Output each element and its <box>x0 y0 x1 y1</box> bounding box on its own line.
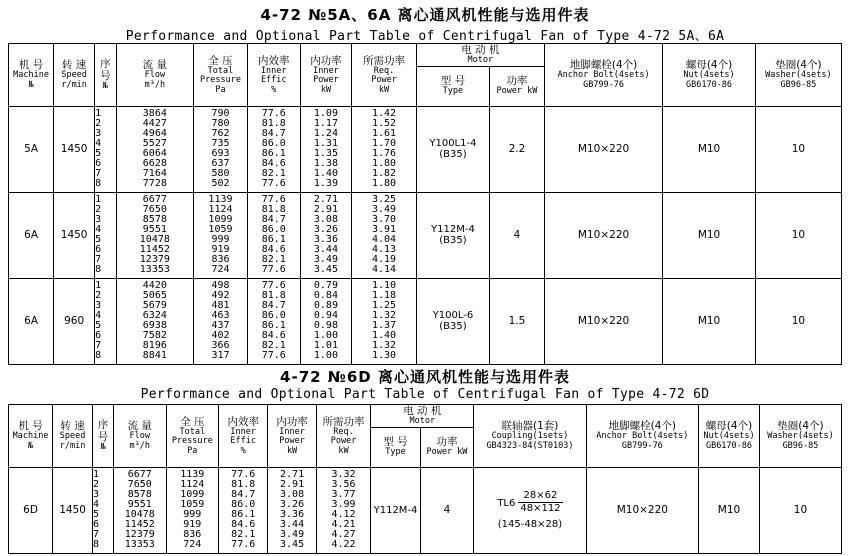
motor-code-value: (B35) <box>439 321 467 332</box>
header-motor: 电 动 机 Motor <box>416 44 544 67</box>
req-power-cell-value: 4.14 <box>372 264 397 276</box>
motor-type-value: Y100L-6 <box>432 310 474 321</box>
flow-cell <box>116 278 193 364</box>
seq-cell-value: 2 <box>95 117 102 129</box>
req-power-cell-value: 3.25 <box>372 193 397 205</box>
pressure-cell-value: 836 <box>183 529 202 541</box>
washer-cell: 10 <box>755 106 841 192</box>
pressure-cell-value: 637 <box>211 158 230 170</box>
table-row <box>9 192 842 278</box>
pressure-cell-value: 735 <box>211 137 230 149</box>
inner-power-cell-value: 1.17 <box>313 117 338 129</box>
inner-power-cell <box>300 106 352 192</box>
seq-cell-value: 5 <box>95 148 102 159</box>
machine-cell: 6D <box>9 467 53 553</box>
pressure-cell-value: 317 <box>211 350 230 362</box>
pressure-cell-value: 502 <box>211 178 230 190</box>
washer-cell: 10 <box>755 192 841 278</box>
req-power-cell-value: 1.40 <box>372 330 397 342</box>
flow-cell-value: 5065 <box>142 289 167 301</box>
seq-cell-value: 8 <box>95 350 102 362</box>
washer-cell: 10 <box>755 278 841 364</box>
motor-type-cell <box>416 106 489 192</box>
pressure-cell <box>194 278 248 364</box>
efficiency-cell-value: 77.6 <box>261 264 286 276</box>
header-pressure: 全 压 Total Pressure Pa <box>166 405 219 468</box>
header-efficiency: 内效率 Inner Effic % <box>219 405 268 468</box>
seq-cell-value: 2 <box>95 289 102 301</box>
req-power-cell <box>316 467 371 553</box>
req-power-cell-value: 3.77 <box>331 488 356 500</box>
inner-power-cell-value: 0.89 <box>313 299 338 311</box>
seq-cell-value: 4 <box>95 137 102 149</box>
motor-power-cell: 1.5 <box>490 278 545 364</box>
efficiency-cell <box>247 278 300 364</box>
flow-cell-value: 6628 <box>142 158 167 170</box>
pressure-cell-value: 1139 <box>208 193 233 205</box>
efficiency-cell-value: 84.6 <box>261 158 286 170</box>
flow-cell-value: 12379 <box>124 529 155 541</box>
pressure-cell <box>166 467 219 553</box>
flow-cell-value: 11452 <box>139 244 170 256</box>
header-motor: 电 动 机 Motor <box>371 405 474 428</box>
header-inner-power: 内功率 Inner Power kW <box>300 44 352 107</box>
pressure-cell-value: 481 <box>211 299 230 311</box>
pressure-cell-value: 366 <box>211 340 230 352</box>
pressure-cell-value: 580 <box>211 168 230 180</box>
anchor-cell: M10×220 <box>544 106 662 192</box>
flow-cell-value: 7650 <box>127 478 152 490</box>
efficiency-cell-value: 77.6 <box>231 468 256 480</box>
req-power-cell-value: 3.56 <box>331 478 356 490</box>
seq-cell-value: 5 <box>95 320 102 331</box>
header-motor-power: 功率 Power kW <box>420 427 474 467</box>
inner-power-cell-value: 0.98 <box>313 320 338 331</box>
flow-cell-value: 11452 <box>124 519 155 531</box>
seq-cell-value: 7 <box>95 254 102 266</box>
seq-cell-value: 2 <box>93 478 100 490</box>
flow-cell-value: 8578 <box>127 488 152 500</box>
req-power-cell-value: 1.76 <box>372 148 397 159</box>
req-power-cell-value: 1.42 <box>372 107 397 119</box>
pressure-cell-value: 836 <box>211 254 230 266</box>
anchor-cell: M10×220 <box>544 278 662 364</box>
seq-cell-value: 8 <box>95 264 102 276</box>
inner-power-cell-value: 1.35 <box>313 148 338 159</box>
seq-cell-value: 1 <box>95 193 102 205</box>
flow-cell-value: 7650 <box>142 203 167 215</box>
motor-type-cell <box>416 192 489 278</box>
pressure-cell-value: 919 <box>183 519 202 531</box>
flow-cell-value: 6677 <box>142 193 167 205</box>
header-anchor: 地脚螺栓(4个) Anchor Bolt(4sets) GB799-76 <box>586 405 698 468</box>
flow-cell-value: 7164 <box>142 168 167 180</box>
efficiency-cell-value: 77.6 <box>261 107 286 119</box>
motor-power-cell: 4 <box>420 467 474 553</box>
table1-header-row-1 <box>9 44 842 67</box>
seq-cell-value: 6 <box>95 330 102 342</box>
header-motor-type: 型 号 Type <box>416 66 489 106</box>
machine-cell: 6A <box>9 192 54 278</box>
efficiency-cell <box>219 467 268 553</box>
req-power-cell-value: 4.27 <box>331 529 356 541</box>
header-motor-type: 型 号 Type <box>371 427 420 467</box>
efficiency-cell-value: 82.1 <box>261 254 286 266</box>
seq-cell-value: 8 <box>95 178 102 190</box>
header-req-power: 所需功率 Req. Power kW <box>352 44 417 107</box>
req-power-cell-value: 3.49 <box>372 203 397 215</box>
seq-cell-value: 5 <box>95 234 102 245</box>
seq-cell-value: 7 <box>95 340 102 352</box>
inner-power-cell-value: 2.71 <box>280 468 305 480</box>
inner-power-cell-value: 1.38 <box>313 158 338 170</box>
nut-cell: M10 <box>699 467 760 553</box>
pressure-cell-value: 1059 <box>208 223 233 235</box>
seq-cell <box>95 192 117 278</box>
table2-title-cn: 4-72 №6D 离心通风机性能与选用件表 <box>280 368 570 386</box>
efficiency-cell-value: 77.6 <box>231 539 256 551</box>
inner-power-cell-value: 2.71 <box>313 193 338 205</box>
efficiency-cell-value: 86.1 <box>261 234 286 245</box>
motor-code-value: (B35) <box>439 235 467 246</box>
pressure-cell-value: 999 <box>211 234 230 245</box>
speed-cell: 1450 <box>54 106 95 192</box>
pressure-cell-value: 693 <box>211 148 230 159</box>
table1-title-cn: 4-72 №5A、6A 离心通风机性能与选用件表 <box>260 6 590 24</box>
header-nut: 螺母(4个) Nut(4sets) GB6170-86 <box>663 44 756 107</box>
efficiency-cell-value: 86.0 <box>261 309 286 321</box>
inner-power-cell-value: 2.91 <box>313 203 338 215</box>
pressure-cell-value: 1099 <box>180 488 205 500</box>
header-speed: 转 速 Speed r/min <box>53 405 93 468</box>
nut-cell: M10 <box>663 106 756 192</box>
efficiency-cell-value: 77.6 <box>261 279 286 291</box>
motor-code-value: (B35) <box>439 149 467 160</box>
efficiency-cell-value: 84.6 <box>261 244 286 256</box>
table-row <box>9 278 842 364</box>
flow-cell-value: 13353 <box>124 539 155 551</box>
inner-power-cell-value: 3.44 <box>313 244 338 256</box>
req-power-cell-value: 1.32 <box>372 309 397 321</box>
header-flow: 流 量 Flow m³/h <box>116 44 193 107</box>
anchor-cell: M10×220 <box>586 467 698 553</box>
pressure-cell-value: 1059 <box>180 498 205 510</box>
pressure-cell-value: 790 <box>211 107 230 119</box>
flow-cell-value: 6677 <box>127 468 152 480</box>
seq-cell-value: 3 <box>95 299 102 311</box>
header-pressure: 全 压 Total Pressure Pa <box>194 44 248 107</box>
flow-cell-value: 8578 <box>142 213 167 225</box>
header-speed: 转 速 Speed r/min <box>54 44 95 107</box>
inner-power-cell <box>300 192 352 278</box>
pressure-cell <box>194 106 248 192</box>
pressure-cell-value: 1139 <box>180 468 205 480</box>
req-power-cell-value: 1.80 <box>372 178 397 190</box>
inner-power-cell-value: 1.31 <box>313 137 338 149</box>
flow-cell-value: 4427 <box>142 117 167 129</box>
coupling-spec <box>474 490 585 515</box>
flow-cell-value: 13353 <box>139 264 170 276</box>
table2 <box>8 404 842 554</box>
seq-cell <box>95 278 117 364</box>
flow-cell <box>114 467 167 553</box>
header-anchor: 地脚螺栓(4个) Anchor Bolt(4sets) GB799-76 <box>544 44 662 107</box>
req-power-cell-value: 4.19 <box>372 254 397 266</box>
req-power-cell-value: 1.70 <box>372 137 397 149</box>
flow-cell-value: 7728 <box>142 178 167 190</box>
inner-power-cell <box>268 467 316 553</box>
efficiency-cell-value: 77.6 <box>261 178 286 190</box>
flow-cell <box>116 192 193 278</box>
flow-cell-value: 9551 <box>127 498 152 510</box>
efficiency-cell-value: 84.7 <box>261 127 286 139</box>
header-efficiency: 内效率 Inner Effic % <box>247 44 300 107</box>
efficiency-cell-value: 82.1 <box>261 340 286 352</box>
inner-power-cell-value: 1.01 <box>313 340 338 352</box>
req-power-cell-value: 1.61 <box>372 127 397 139</box>
anchor-cell: M10×220 <box>544 192 662 278</box>
efficiency-cell-value: 86.1 <box>261 320 286 331</box>
table1 <box>8 43 842 365</box>
inner-power-cell-value: 3.49 <box>313 254 338 266</box>
req-power-cell-value: 3.70 <box>372 213 397 225</box>
inner-power-cell-value: 1.09 <box>313 107 338 119</box>
seq-cell-value: 7 <box>93 529 100 541</box>
inner-power-cell-value: 3.08 <box>280 488 305 500</box>
flow-cell-value: 10478 <box>139 234 170 245</box>
seq-cell-value: 4 <box>95 223 102 235</box>
inner-power-cell-value: 1.00 <box>313 330 338 342</box>
header-flow: 流 量 Flow m³/h <box>114 405 167 468</box>
inner-power-cell-value: 1.39 <box>313 178 338 190</box>
header-washer: 垫圈(4个) Washer(4sets) GB96-85 <box>755 44 841 107</box>
seq-cell-value: 1 <box>95 279 102 291</box>
coupling-fraction <box>518 490 562 515</box>
table-row <box>9 467 842 553</box>
pressure-cell-value: 498 <box>211 279 230 291</box>
coupling-name: TL6 <box>497 497 516 509</box>
req-power-cell-value: 1.30 <box>372 350 397 362</box>
header-coupling: 联轴器(1套) Coupling(1sets) GB4323-84(ST0103) <box>474 405 586 468</box>
seq-cell-value: 2 <box>95 203 102 215</box>
pressure-cell-value: 780 <box>211 117 230 129</box>
header-machine: 机 号 Machine № <box>9 405 53 468</box>
req-power-cell-value: 3.99 <box>331 498 356 510</box>
pressure-cell <box>194 192 248 278</box>
efficiency-cell-value: 86.1 <box>261 148 286 159</box>
pressure-cell-value: 492 <box>211 289 230 301</box>
req-power-cell <box>352 278 417 364</box>
efficiency-cell-value: 82.1 <box>261 168 286 180</box>
req-power-cell-value: 1.52 <box>372 117 397 129</box>
pressure-cell-value: 463 <box>211 309 230 321</box>
seq-cell <box>93 467 114 553</box>
flow-cell-value: 5679 <box>142 299 167 311</box>
inner-power-cell-value: 2.91 <box>280 478 305 490</box>
header-washer: 垫圈(4个) Washer(4sets) GB96-85 <box>759 405 841 468</box>
seq-cell-value: 3 <box>95 127 102 139</box>
req-power-cell-value: 1.80 <box>372 158 397 170</box>
flow-cell-value: 8841 <box>142 350 167 362</box>
seq-cell-value: 3 <box>95 213 102 225</box>
flow-cell-value: 4964 <box>142 127 167 139</box>
pressure-cell-value: 1099 <box>208 213 233 225</box>
coupling-top: 28×62 <box>518 490 562 503</box>
efficiency-cell-value: 86.0 <box>231 498 256 510</box>
inner-power-cell-value: 3.45 <box>280 539 305 551</box>
efficiency-cell-value: 81.8 <box>261 117 286 129</box>
req-power-cell-value: 4.21 <box>331 519 356 531</box>
req-power-cell-value: 3.32 <box>331 468 356 480</box>
flow-cell <box>116 106 193 192</box>
efficiency-cell-value: 84.6 <box>231 519 256 531</box>
inner-power-cell-value: 0.84 <box>313 289 338 301</box>
inner-power-cell-value: 3.26 <box>280 498 305 510</box>
seq-cell <box>95 106 117 192</box>
header-seq: 序 号 № <box>95 44 117 107</box>
inner-power-cell-value: 3.49 <box>280 529 305 541</box>
inner-power-cell-value: 1.40 <box>313 168 338 180</box>
pressure-cell-value: 999 <box>183 509 202 520</box>
efficiency-cell-value: 84.7 <box>231 488 256 500</box>
flow-cell-value: 10478 <box>124 509 155 520</box>
inner-power-cell-value: 3.08 <box>313 213 338 225</box>
inner-power-cell-value: 3.45 <box>313 264 338 276</box>
pressure-cell-value: 762 <box>211 127 230 139</box>
efficiency-cell <box>247 106 300 192</box>
pressure-cell-value: 402 <box>211 330 230 342</box>
flow-cell-value: 7582 <box>142 330 167 342</box>
req-power-cell-value: 1.10 <box>372 279 397 291</box>
pressure-cell-value: 919 <box>211 244 230 256</box>
flow-cell-value: 8196 <box>142 340 167 352</box>
efficiency-cell-value: 81.8 <box>231 478 256 490</box>
header-nut: 螺母(4个) Nut(4sets) GB6170-86 <box>699 405 760 468</box>
washer-cell: 10 <box>759 467 841 553</box>
inner-power-cell-value: 3.36 <box>280 509 305 520</box>
flow-cell-value: 12379 <box>139 254 170 266</box>
efficiency-cell-value: 81.8 <box>261 203 286 215</box>
inner-power-cell-value: 3.36 <box>313 234 338 245</box>
seq-cell-value: 6 <box>95 244 102 256</box>
flow-cell-value: 6064 <box>142 148 167 159</box>
motor-type-value: Y100L1-4 <box>429 138 477 149</box>
header-machine: 机 号 Machine № <box>9 44 54 107</box>
flow-cell-value: 6324 <box>142 309 167 321</box>
req-power-cell <box>352 192 417 278</box>
efficiency-cell-value: 77.6 <box>261 193 286 205</box>
req-power-cell-value: 3.91 <box>372 223 397 235</box>
pressure-cell-value: 437 <box>211 320 230 331</box>
seq-cell-value: 1 <box>93 468 100 480</box>
efficiency-cell-value: 84.7 <box>261 213 286 225</box>
efficiency-cell-value: 86.1 <box>231 509 256 520</box>
coupling-cell <box>474 467 586 553</box>
pressure-cell-value: 724 <box>183 539 202 551</box>
coupling-note: (145-48×28) <box>497 519 563 530</box>
seq-cell-value: 1 <box>95 107 102 119</box>
efficiency-cell-value: 81.8 <box>261 289 286 301</box>
flow-cell-value: 5527 <box>142 137 167 149</box>
motor-power-cell: 4 <box>490 192 545 278</box>
efficiency-cell-value: 84.6 <box>261 330 286 342</box>
seq-cell-value: 5 <box>93 509 100 520</box>
efficiency-cell-value: 77.6 <box>261 350 286 362</box>
seq-cell-value: 6 <box>93 519 100 531</box>
seq-cell-value: 4 <box>95 309 102 321</box>
flow-cell-value: 6938 <box>142 320 167 331</box>
motor-power-cell: 2.2 <box>490 106 545 192</box>
header-seq: 序 号 № <box>93 405 114 468</box>
header-req-power: 所需功率 Req. Power kW <box>316 405 371 468</box>
speed-cell: 1450 <box>53 467 93 553</box>
pressure-cell-value: 1124 <box>208 203 233 215</box>
req-power-cell-value: 1.37 <box>372 320 397 331</box>
req-power-cell-value: 4.22 <box>331 539 356 551</box>
efficiency-cell-value: 86.0 <box>261 223 286 235</box>
flow-cell-value: 9551 <box>142 223 167 235</box>
seq-cell-value: 6 <box>95 158 102 170</box>
seq-cell-value: 8 <box>93 539 100 551</box>
pressure-cell-value: 724 <box>211 264 230 276</box>
motor-type-cell <box>371 467 420 553</box>
machine-cell: 5A <box>9 106 54 192</box>
inner-power-cell-value: 1.24 <box>313 127 338 139</box>
efficiency-cell-value: 84.7 <box>261 299 286 311</box>
req-power-cell <box>352 106 417 192</box>
inner-power-cell-value: 0.94 <box>313 309 338 321</box>
machine-cell: 6A <box>9 278 54 364</box>
pressure-cell-value: 1124 <box>180 478 205 490</box>
seq-cell-value: 4 <box>93 498 100 510</box>
speed-cell: 1450 <box>54 192 95 278</box>
flow-cell-value: 3864 <box>142 107 167 119</box>
req-power-cell-value: 4.13 <box>372 244 397 256</box>
efficiency-cell-value: 86.0 <box>261 137 286 149</box>
req-power-cell-value: 1.18 <box>372 289 397 301</box>
motor-type-value: Y112M-4 <box>373 504 418 516</box>
motor-type-value: Y112M-4 <box>431 224 475 235</box>
inner-power-cell-value: 1.00 <box>313 350 338 362</box>
table2-header-row-1 <box>9 405 842 428</box>
inner-power-cell-value: 3.26 <box>313 223 338 235</box>
inner-power-cell-value: 0.79 <box>313 279 338 291</box>
speed-cell: 960 <box>54 278 95 364</box>
header-motor-power: 功率 Power kW <box>490 66 545 106</box>
nut-cell: M10 <box>663 278 756 364</box>
table-row <box>9 106 842 192</box>
table1-title-en: Performance and Optional Part Table of Centrifugal Fan of Type 4-72 5A、6A <box>125 29 725 44</box>
flow-cell-value: 4420 <box>142 279 167 291</box>
req-power-cell-value: 4.12 <box>331 509 356 520</box>
seq-cell-value: 7 <box>95 168 102 180</box>
nut-cell: M10 <box>663 192 756 278</box>
inner-power-cell-value: 3.44 <box>280 519 305 531</box>
coupling-bottom: 48×112 <box>520 503 561 514</box>
efficiency-cell <box>247 192 300 278</box>
req-power-cell-value: 1.32 <box>372 340 397 352</box>
table2-title-en: Performance and Optional Part Table of Centrifugal Fan of Type 4-72 6D <box>140 387 710 402</box>
efficiency-cell-value: 82.1 <box>231 529 256 541</box>
req-power-cell-value: 1.82 <box>372 168 397 180</box>
inner-power-cell <box>300 278 352 364</box>
req-power-cell-value: 1.25 <box>372 299 397 311</box>
header-inner-power: 内功率 Inner Power kW <box>268 405 316 468</box>
seq-cell-value: 3 <box>93 488 100 500</box>
req-power-cell-value: 4.04 <box>372 234 397 245</box>
motor-type-cell <box>416 278 489 364</box>
